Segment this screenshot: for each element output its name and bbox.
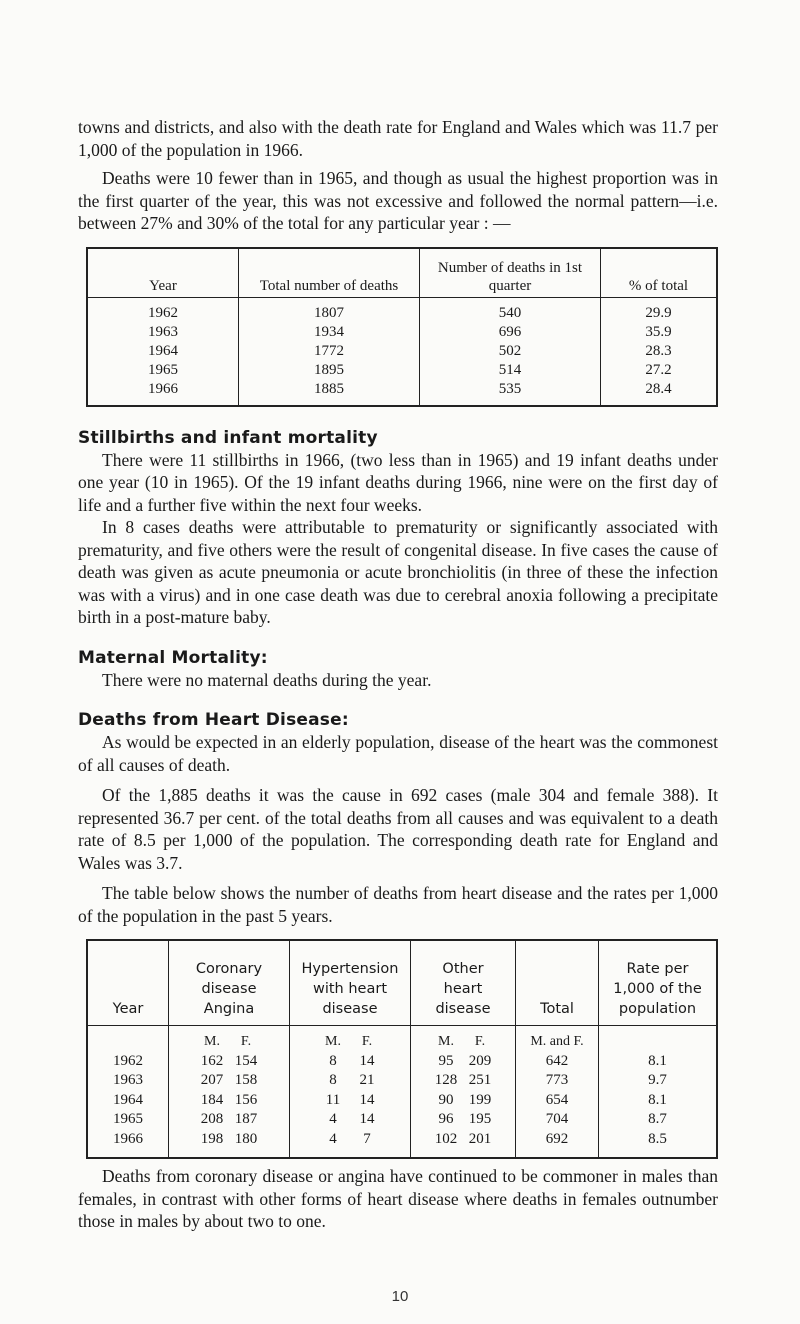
- table1-cell-percent-of-total: 28.3: [601, 342, 718, 361]
- table2-row: [87, 1052, 717, 1072]
- table2-cell-year: 1965: [113, 1111, 143, 1127]
- table1-cell-first-quarter-deaths: 540: [420, 297, 601, 323]
- table1-cell-percent-of-total: 27.2: [601, 361, 718, 380]
- table2-cell-year: 1964: [113, 1091, 143, 1108]
- table2-value-hyp-f: 21: [359, 1072, 375, 1088]
- table1-cell-first-quarter-deaths: 502: [420, 342, 601, 361]
- table1-header-year: Year: [87, 248, 239, 298]
- table2-value-hyp-m: 8: [329, 1052, 337, 1069]
- table2-value-oth-f: 201: [468, 1130, 492, 1147]
- table2-value-hyp-f: 14: [359, 1111, 375, 1127]
- table2-value-oth-f: 199: [468, 1091, 492, 1108]
- stillbirths-paragraph-2: In 8 cases deaths were attributable to prematurity or significantly associated with prematurity, and five others were the result of congenital disease. In five cases the cause of death was given as acute pneumonia or acute bronchiolitis (in three of these the infection was with a virus) and in one case death was due to cerebral anoxia following a precipitate birth in a post-mature baby.: [78, 517, 718, 627]
- table2-sublabel-row: [87, 1026, 717, 1052]
- table2-cell-hypertension: [290, 1130, 411, 1159]
- table2-value-cor-m: 207: [200, 1072, 224, 1088]
- table2-cell-other: [411, 1130, 516, 1159]
- table1-cell-percent-of-total: 29.9: [601, 297, 718, 323]
- table2-value-cor-m: 184: [200, 1091, 224, 1108]
- closing-paragraph: Deaths from coronary disease or angina have continued to be commoner in males than females, in contrast with other forms of heart disease where deaths in females outnumber those in males by about two to one.: [78, 1166, 718, 1231]
- table2-cell-total: 773: [516, 1071, 599, 1091]
- table2-cell-coronary: [169, 1052, 290, 1072]
- table2-cell-hypertension: [290, 1052, 411, 1072]
- table2-value-oth-m: 90: [438, 1091, 454, 1108]
- table2-header-coronary: Coronary disease Angina: [169, 940, 290, 1026]
- table2-value-oth-m: 128: [434, 1072, 458, 1088]
- table2-cell-hypertension: [290, 1110, 411, 1130]
- table2-cell-hypertension: [290, 1071, 411, 1091]
- heart-paragraph-2: Of the 1,885 deaths it was the cause in 692 cases (male 304 and female 388). It represented 36.7 per cent. of the total deaths from all causes and was equivalent to a death rate of 8.5 per 1,000 of the population. The corresponding death rate for England and Wales was 3.7.: [78, 785, 718, 873]
- table2-cell-total: 704: [516, 1110, 599, 1130]
- heart-disease-table: [86, 939, 718, 1159]
- table2-cell-other: [411, 1091, 516, 1111]
- table1-body: [87, 297, 717, 406]
- table1-row: [87, 380, 717, 406]
- table2-value-cor-m: 162: [200, 1052, 224, 1069]
- table1-row: [87, 323, 717, 342]
- table2-cell-other: [411, 1052, 516, 1072]
- table2-value-hyp-f: 7: [363, 1130, 371, 1147]
- table2-value-hyp-m: 4: [329, 1111, 337, 1127]
- table1-cell-year: 1965: [148, 361, 178, 378]
- table2-cell-year: 1966: [113, 1130, 143, 1147]
- table2-cell-total: 692: [516, 1130, 599, 1159]
- stillbirths-heading: Stillbirths and infant mortality: [78, 427, 378, 448]
- table2-value-cor-f: 180: [234, 1130, 258, 1147]
- table2-row: [87, 1130, 717, 1159]
- table2-cell-coronary: [169, 1091, 290, 1111]
- table2-value-hyp-m: 8: [329, 1072, 337, 1088]
- table1-cell-year: 1964: [148, 342, 178, 359]
- page-number: 10: [391, 1288, 409, 1305]
- table2-value-hyp-f: 14: [359, 1091, 375, 1108]
- table2-cell-total: 654: [516, 1091, 599, 1111]
- table2-cell-hypertension: [290, 1091, 411, 1111]
- table2-value-oth-m: 95: [438, 1052, 454, 1069]
- table1-cell-year: 1962: [148, 304, 178, 321]
- table2-value-oth-f: 251: [468, 1072, 492, 1088]
- table2-header-year: Year: [87, 940, 169, 1026]
- table2-value-oth-f: 209: [468, 1052, 492, 1069]
- table1-row: [87, 297, 717, 323]
- table2-cell-coronary: [169, 1110, 290, 1130]
- table1-row: [87, 342, 717, 361]
- table1-cell-percent-of-total: 28.4: [601, 380, 718, 406]
- table2-cell-coronary: [169, 1071, 290, 1091]
- table1-cell-percent-of-total: 35.9: [601, 323, 718, 342]
- intro-paragraph-1: towns and districts, and also with the death rate for England and Wales which was 11.7 per 1,000 of the population in 1966.: [78, 117, 718, 160]
- table2-row: [87, 1071, 717, 1091]
- table2-row: [87, 1110, 717, 1130]
- table1-cell-total-deaths: 1772: [239, 342, 420, 361]
- table2-cell-total: 642: [516, 1052, 599, 1072]
- table1-header-total: Total number of deaths: [239, 248, 420, 298]
- coronary-mf-labels: M. F.: [169, 1026, 290, 1052]
- maternal-heading: Maternal Mortality:: [78, 647, 268, 668]
- table2-cell-other: [411, 1110, 516, 1130]
- table2-header-hypertension: Hypertension with heart disease: [290, 940, 411, 1026]
- table2-header-rate: Rate per 1,000 of the population: [599, 940, 718, 1026]
- table2-cell-coronary: [169, 1130, 290, 1159]
- hypertension-mf-labels: M. F.: [290, 1026, 411, 1052]
- quarterly-deaths-table: [86, 247, 718, 407]
- heart-paragraph-3: The table below shows the number of deaths from heart disease and the rates per 1,000 of the population in the past 5 years.: [78, 883, 718, 926]
- table1-cell-total-deaths: 1895: [239, 361, 420, 380]
- table2-cell-rate: 8.1: [599, 1052, 718, 1072]
- maternal-paragraph: There were no maternal deaths during the year.: [102, 669, 432, 690]
- table2-value-cor-m: 198: [200, 1130, 224, 1147]
- table2-value-hyp-m: 4: [329, 1130, 337, 1147]
- table1-header-percent: % of total: [601, 248, 718, 298]
- table1-cell-first-quarter-deaths: 514: [420, 361, 601, 380]
- table2-value-hyp-f: 14: [359, 1052, 375, 1069]
- table2-value-oth-f: 195: [468, 1111, 492, 1127]
- table2-row: [87, 1091, 717, 1111]
- table2-cell-rate: 8.7: [599, 1110, 718, 1130]
- table2-value-oth-m: 102: [434, 1130, 458, 1147]
- table1-cell-total-deaths: 1807: [239, 297, 420, 323]
- table2-value-oth-m: 96: [438, 1111, 454, 1127]
- table1-cell-total-deaths: 1885: [239, 380, 420, 406]
- table1-row: [87, 361, 717, 380]
- table2-cell-year: 1962: [113, 1052, 143, 1069]
- table2-cell-rate: 8.1: [599, 1091, 718, 1111]
- table2-value-cor-f: 158: [234, 1072, 258, 1088]
- other-mf-labels: M. F.: [411, 1026, 516, 1052]
- table2-value-cor-m: 208: [200, 1111, 224, 1127]
- table1-cell-year: 1963: [148, 323, 178, 340]
- table2-value-hyp-m: 11: [325, 1091, 341, 1108]
- heart-heading: Deaths from Heart Disease:: [78, 710, 349, 730]
- table2-value-cor-f: 187: [234, 1111, 258, 1127]
- table1-header-first-quarter: Number of deaths in 1st quarter: [420, 248, 601, 298]
- table1-cell-first-quarter-deaths: 535: [420, 380, 601, 406]
- table2-cell-other: [411, 1071, 516, 1091]
- table2-cell-rate: 8.5: [599, 1130, 718, 1159]
- table2-header-total: Total: [516, 940, 599, 1026]
- total-mf-label: M. and F.: [516, 1026, 599, 1052]
- table2-body: [87, 1052, 717, 1159]
- table1-cell-total-deaths: 1934: [239, 323, 420, 342]
- table2-value-cor-f: 156: [234, 1091, 258, 1108]
- document-page: [78, 116, 718, 1233]
- stillbirths-paragraph-1: There were 11 stillbirths in 1966, (two less than in 1965) and 19 infant deaths under one year (10 in 1965). Of the 19 infant deaths during 1966, nine were on the first day of life and a further five within the next four weeks.: [78, 449, 718, 515]
- heart-paragraph-1: As would be expected in an elderly population, disease of the heart was the commonest of all causes of death.: [78, 732, 718, 775]
- table2-header-other: Other heart disease: [411, 940, 516, 1026]
- table1-cell-first-quarter-deaths: 696: [420, 323, 601, 342]
- table1-cell-year: 1966: [148, 380, 178, 397]
- table2-value-cor-f: 154: [234, 1052, 258, 1069]
- table2-cell-year: 1963: [113, 1072, 143, 1088]
- intro-paragraph-2: Deaths were 10 fewer than in 1965, and though as usual the highest proportion was in the first quarter of the year, this was not excessive and followed the normal pattern—i.e. between 27% and 30% of the total for any particular year : —: [78, 168, 718, 233]
- table2-cell-rate: 9.7: [599, 1071, 718, 1091]
